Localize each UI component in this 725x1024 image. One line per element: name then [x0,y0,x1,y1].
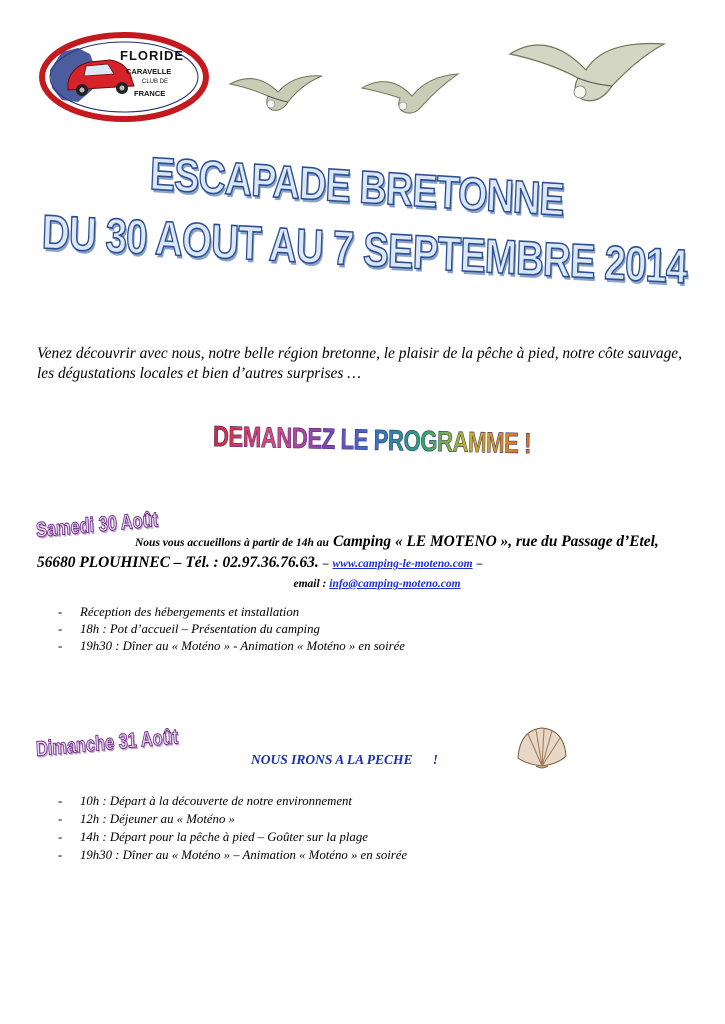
programme-heading: DEMANDEZ LE PROGRAMME ! [212,421,532,461]
logo-text-floride: FLORIDE [120,48,185,63]
sunday-schedule [58,792,407,864]
intro-paragraph: Venez découvrir avec nous, notre belle région bretonne, le plaisir de la pêche à pied, notre côte sauvage, les dégustations locales et bien d’autres surprises … [37,345,682,382]
email-label: email : [293,578,327,590]
list-item: - 19h30 : Dîner au « Moténo » – Animation « Moténo » en soirée [58,848,408,862]
list-item: - Réception des hébergements et installation [58,605,300,619]
logo-emblem [38,30,210,124]
list-item: - 19h30 : Dîner au « Moténo » - Animation « Moténo » en soirée [58,639,405,653]
logo-text-caravelle: CARAVELLE [126,67,172,76]
logo-text-france: FRANCE [134,89,166,98]
separator: – [322,558,329,570]
seagull-icon [360,70,460,122]
club-logo [38,30,210,124]
list-item: - 10h : Départ à la découverte de notre environnement [58,794,352,808]
title-line-1: ESCAPADE BRETONNE [148,147,565,226]
separator: – [476,558,483,570]
email-link[interactable]: info@camping-moteno.com [329,578,461,590]
saturday-schedule [58,604,405,655]
logo-text-club: CLUB DE [142,79,169,85]
list-item: - 18h : Pot d’accueil – Présentation du camping [58,622,320,636]
seashell-icon [514,724,568,770]
website-link[interactable]: www.camping-le-moteno.com [332,558,473,570]
campsite-address: Camping « LE MOTENO », rue du Passage d’Etel, 56680 PLOUHINEC – Tél. : 02.97.36.76.63. [37,533,659,571]
seagull-icon [508,30,668,120]
list-item: - 14h : Départ pour la pêche à pied – Goûter sur la plage [58,830,368,844]
welcome-intro: Nous vous accueillons à partir de 14h au [135,537,329,549]
list-item: - 12h : Déjeuner au « Moténo » [58,812,235,826]
day-label-sunday: Dimanche 31 Août [35,725,179,761]
sunday-headline: NOUS IRONS A LA PECHE ! [251,752,439,767]
title-line-2: DU 30 AOUT AU 7 SEPTEMBRE 2014 [41,206,688,295]
welcome-paragraph [37,532,677,594]
day-label-saturday: Samedi 30 Août [35,508,159,542]
seagull-icon [228,70,324,120]
